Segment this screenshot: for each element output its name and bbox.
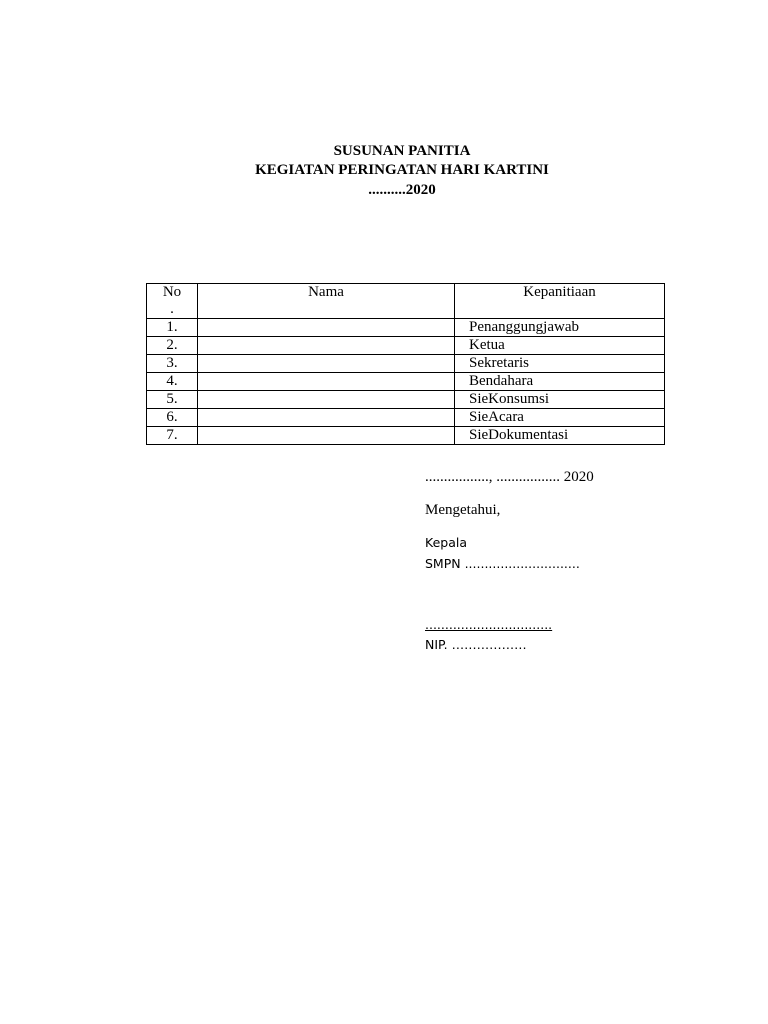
row-number: 5. xyxy=(147,391,198,409)
row-number: 1. xyxy=(147,319,198,337)
row-name xyxy=(198,391,455,409)
header-kepanitiaan: Kepanitiaan xyxy=(455,284,665,319)
table-row xyxy=(147,391,665,409)
row-role: Sekretaris xyxy=(455,355,665,373)
row-number: 4. xyxy=(147,373,198,391)
row-role: Penanggungjawab xyxy=(455,319,665,337)
row-number: 3. xyxy=(147,355,198,373)
table-row xyxy=(147,337,665,355)
table-row xyxy=(147,355,665,373)
row-name xyxy=(198,373,455,391)
table-row xyxy=(147,319,665,337)
acknowledged-label: Mengetahui, xyxy=(425,502,501,518)
document-year: ..........2020 xyxy=(368,182,436,198)
row-number: 6. xyxy=(147,409,198,427)
committee-table xyxy=(146,283,665,445)
table-row xyxy=(147,427,665,445)
document-title: SUSUNAN PANITIA xyxy=(333,143,471,159)
row-role: SieAcara xyxy=(455,409,665,427)
row-role: SieKonsumsi xyxy=(455,391,665,409)
row-name xyxy=(198,409,455,427)
place-date-line: ................., ................. 2020 xyxy=(425,469,594,485)
document-subtitle: KEGIATAN PERINGATAN HARI KARTINI xyxy=(255,162,549,178)
header-no: No . xyxy=(147,284,198,319)
row-name xyxy=(198,319,455,337)
header-nama: Nama xyxy=(198,284,455,319)
table-header-row xyxy=(147,284,665,319)
table-row xyxy=(147,373,665,391)
row-name xyxy=(198,427,455,445)
signer-nip: NIP. ……………… xyxy=(425,637,527,652)
signer-school: SMPN ............................. xyxy=(425,556,580,571)
row-role: SieDokumentasi xyxy=(455,427,665,445)
signer-position: Kepala xyxy=(425,535,467,550)
signer-name-line: ................................ xyxy=(425,617,553,632)
row-name xyxy=(198,337,455,355)
row-number: 2. xyxy=(147,337,198,355)
row-role: Bendahara xyxy=(455,373,665,391)
table-row xyxy=(147,409,665,427)
row-role: Ketua xyxy=(455,337,665,355)
row-name xyxy=(198,355,455,373)
row-number: 7. xyxy=(147,427,198,445)
